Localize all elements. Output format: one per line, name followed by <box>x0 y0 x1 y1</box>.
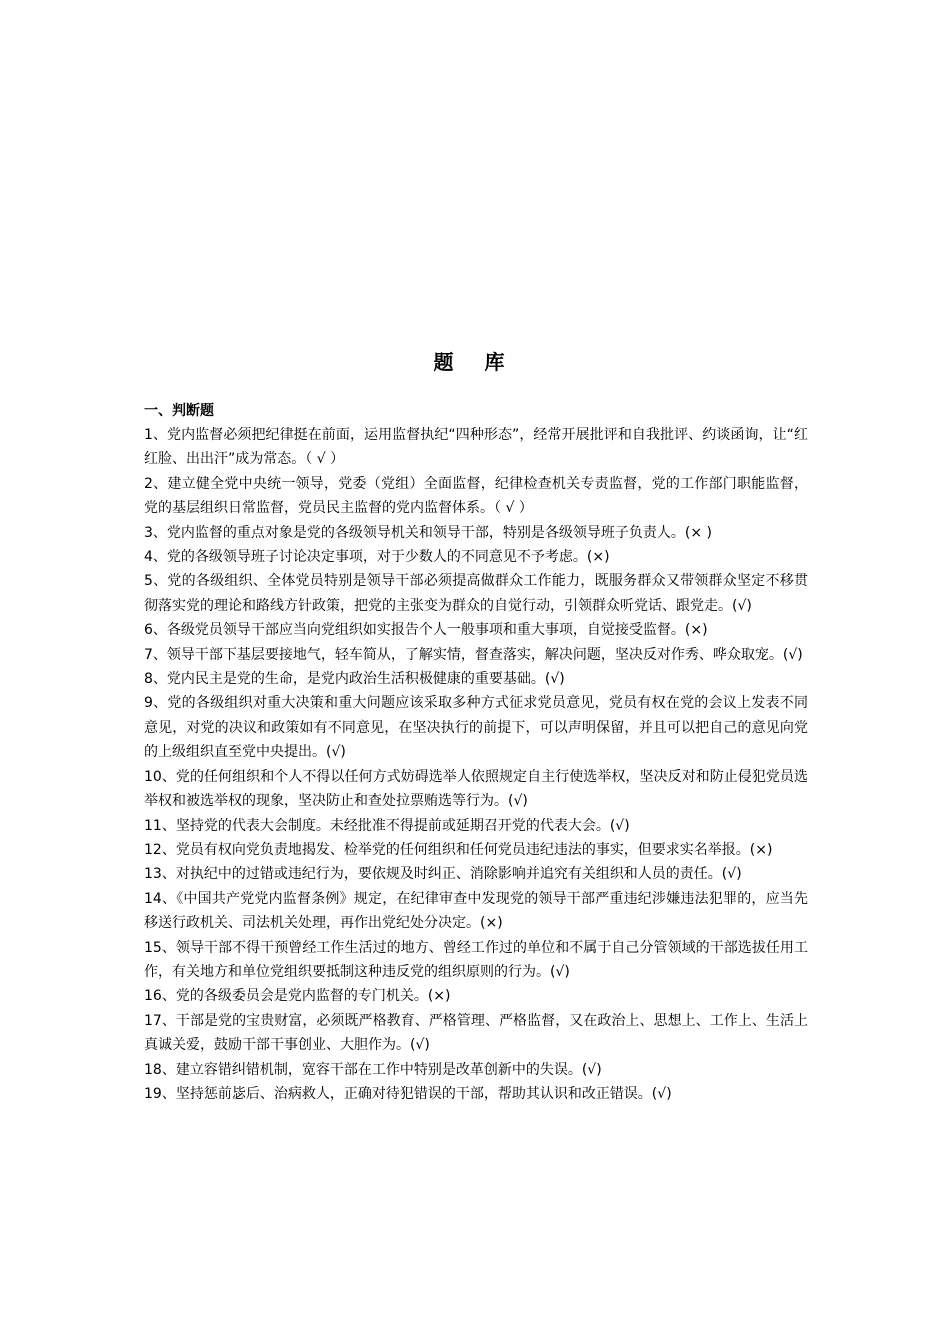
question-item: 17、干部是党的宝贵财富，必须既严格教育、严格管理、严格监督，又在政治上、思想上、工作上、生活上真诚关爱，鼓励干部干事创业、大胆作为。(√) <box>144 1012 808 1054</box>
question-item: 4、党的各级领导班子讨论决定事项，对于少数人的不同意见不予考虑。(×) <box>144 549 610 566</box>
question-item: 9、党的各级组织对重大决策和重大问题应该采取多种方式征求党员意见，党员有权在党的会议上发表不同意见，对党的决议和政策如有不同意见，在坚决执行的前提下，可以声明保留，并且可以把自己的意见向党的上级组织直至党中央提出。(√) <box>144 695 808 761</box>
question-item: 15、领导干部不得干预曾经工作生活过的地方、曾经工作过的单位和不属于自己分管领域的干部选拔任用工作，有关地方和单位党组织要抵制这种违反党的组织原则的行为。(√) <box>144 939 808 980</box>
question-item: 5、党的各级组织、全体党员特别是领导干部必须提高做群众工作能力，既服务群众又带领群众坚定不移贯彻落实党的理论和路线方针政策，把党的主张变为群众的自觉行动，引领群众听党话、跟党走。(√) <box>144 573 808 614</box>
question-item: 19、坚持惩前毖后、治病救人，正确对待犯错误的干部，帮助其认识和改正错误。(√) <box>144 1085 672 1102</box>
question-bank-content <box>144 399 808 1106</box>
question-item: 13、对执纪中的过错或违纪行为，要依规及时纠正、消除影响并追究有关组织和人员的责任。(√) <box>144 866 742 883</box>
question-item: 18、建立容错纠错机制，宽容干部在工作中特别是改革创新中的失误。(√) <box>144 1061 602 1078</box>
question-item: 10、党的任何组织和个人不得以任何方式妨碍选举人依照规定自主行使选举权，坚决反对和防止侵犯党员选举权和被选举权的现象，坚决防止和查处拉票贿选等行为。(√) <box>144 768 808 810</box>
question-item: 11、坚持党的代表大会制度。未经批准不得提前或延期召开党的代表大会。(√) <box>144 817 630 834</box>
question-list <box>144 423 808 1106</box>
question-item: 1、党内监督必须把纪律挺在前面，运用监督执纪“四种形态”，经常开展批评和自我批评、约谈函询，让“红红脸、出出汗”成为常态。（ √ ） <box>144 427 808 468</box>
page-title: 题 库 <box>433 350 517 374</box>
question-item: 3、党内监督的重点对象是党的各级领导机关和领导干部，特别是各级领导班子负责人。(× ) <box>144 524 713 541</box>
question-item: 7、领导干部下基层要接地气，轻车简从，了解实情，督查落实，解决问题，坚决反对作秀、哗众取宠。(√) <box>144 646 803 663</box>
section-heading: 一、判断题 <box>144 403 214 419</box>
question-item: 2、建立健全党中央统一领导，党委（党组）全面监督，纪律检查机关专责监督，党的工作部门职能监督，党的基层组织日常监督，党员民主监督的党内监督体系。（ √ ） <box>144 475 808 517</box>
question-item: 14、《中国共产党党内监督条例》规定，在纪律审查中发现党的领导干部严重违纪涉嫌违法犯罪的，应当先移送行政机关、司法机关处理，再作出党纪处分决定。(×) <box>144 890 808 932</box>
question-item: 12、党员有权向党负责地揭发、检举党的任何组织和任何党员违纪违法的事实，但要求实名举报。(×) <box>144 841 773 858</box>
question-item: 8、党内民主是党的生命，是党内政治生活积极健康的重要基础。(√) <box>144 671 565 688</box>
question-item: 6、各级党员领导干部应当向党组织如实报告个人一般事项和重大事项，自觉接受监督。(×) <box>144 622 708 639</box>
question-item: 16、党的各级委员会是党内监督的专门机关。(×) <box>144 988 451 1005</box>
